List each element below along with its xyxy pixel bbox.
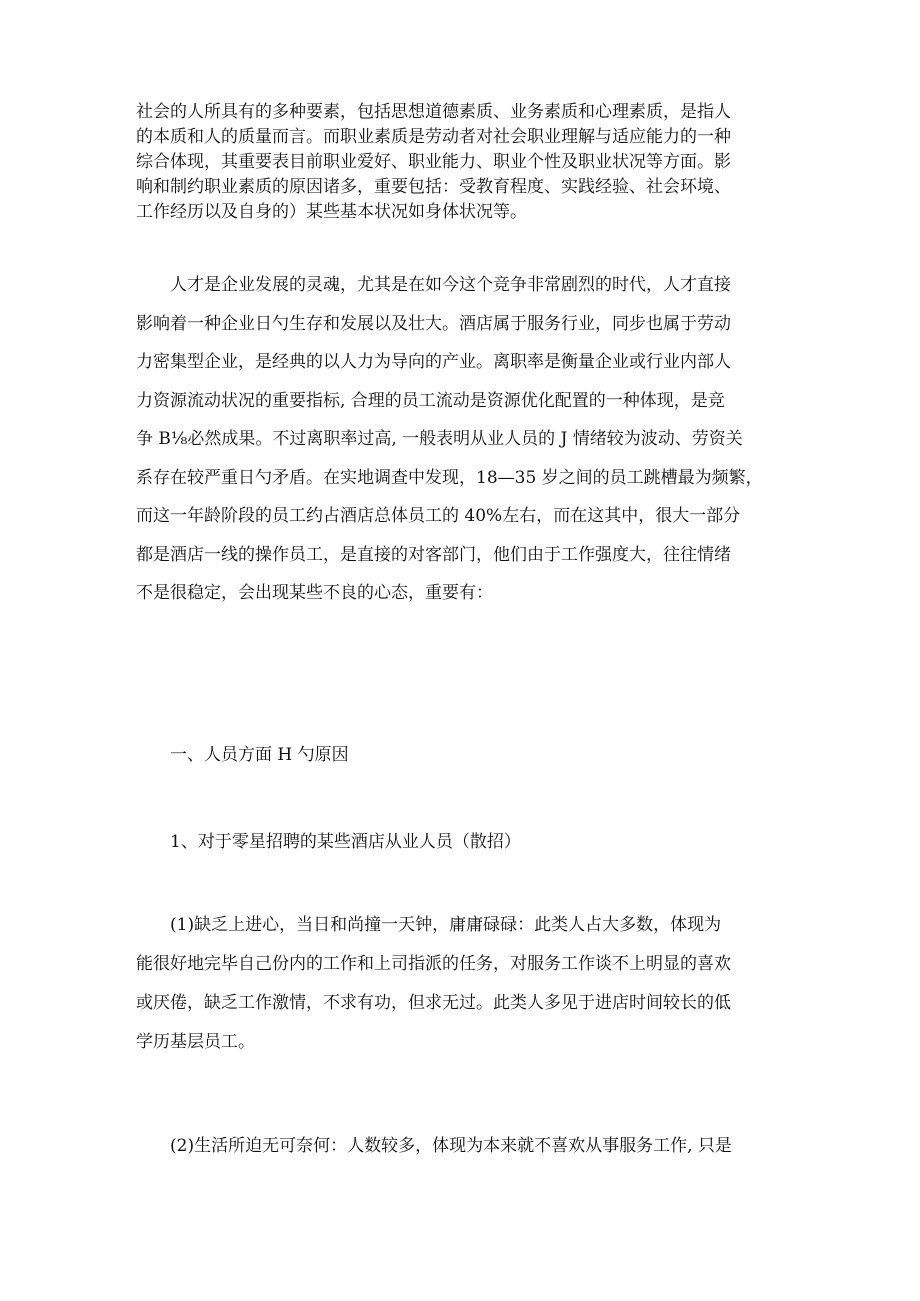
text-line: 学历基层员工。 [136,1032,255,1052]
talent-paragraph [136,266,800,613]
intro-paragraph [136,100,800,225]
heading-text: 1、对于零星招聘的某些酒店从业人员（散招） [136,832,521,852]
subsection-heading [136,825,800,859]
text-line: 都是酒店一线的操作员工，是直接的对客部门，他们由于工作强度大，往往情绪 [136,544,731,565]
text-line: 影响着一种企业日勺生存和发展以及壮大。酒店属于服务行业，同步也属于劳动 [136,313,731,334]
text-line: 而这一年龄阶段的员工约占酒店总体员工的 40%左右，而在这其中，很大一部分 [136,506,741,526]
section-heading [136,738,800,772]
text-line: 或厌倦，缺乏工作激情，不求有功，但求无过。此类人多见于进店时间较长的低 [136,993,731,1013]
text-line: 的本质和人的质量而言。而职业素质是劳动者对社会职业理解与适应能力的一种 [136,127,731,147]
text-line: 响和制约职业素质的原因诸多，重要包括：受教育程度、实践经验、社会环境、 [136,177,731,197]
text-line: 系存在较严重日勺矛盾。在实地调查中发现，18—35 岁之间的员工跳槽最为频繁， [136,467,763,488]
text-line: 争 B⅛必然成果。不过离职率过高, 一般表明从业人员的 J 情绪较为波动、劳资关 [136,429,743,449]
text-line: (2)生活所迫无可奈何：人数较多，体现为本来就不喜欢从事服务工作, 只是 [136,1136,732,1156]
text-line: 综合体现，其重要表目前职业爱好、职业能力、职业个性及职业状况等方面。影 [136,152,731,172]
text-line: 不是很稳定，会出现某些不良的心态，重要有： [136,583,493,603]
text-line: (1)缺乏上进心，当日和尚撞一天钟，庸庸碌碌：此类人占大多数，体现为 [136,915,722,935]
text-line: 工作经历以及自身的）某些基本状况如身体状况等。 [136,202,527,222]
heading-text: 一、人员方面 H 勺原因 [136,745,349,765]
text-line: 能很好地完毕自己份内的工作和上司指派的任务，对服务工作谈不上明显的喜欢 [136,954,731,974]
item-2-paragraph [136,1129,800,1163]
item-1-paragraph [136,906,800,1062]
text-line: 社会的人所具有的多种要素，包括思想道德素质、业务素质和心理素质，是指人 [136,102,731,122]
text-line: 力密集型企业，是经典的以人力为导向的产业。离职率是衡量企业或行业内部人 [136,352,731,372]
text-line: 人才是企业发展的灵魂，尤其是在如今这个竞争非常剧烈的时代，人才直接 [136,275,731,295]
text-line: 力资源流动状况的重要指标, 合理的员工流动是资源优化配置的一种体现，是竞 [136,390,725,411]
